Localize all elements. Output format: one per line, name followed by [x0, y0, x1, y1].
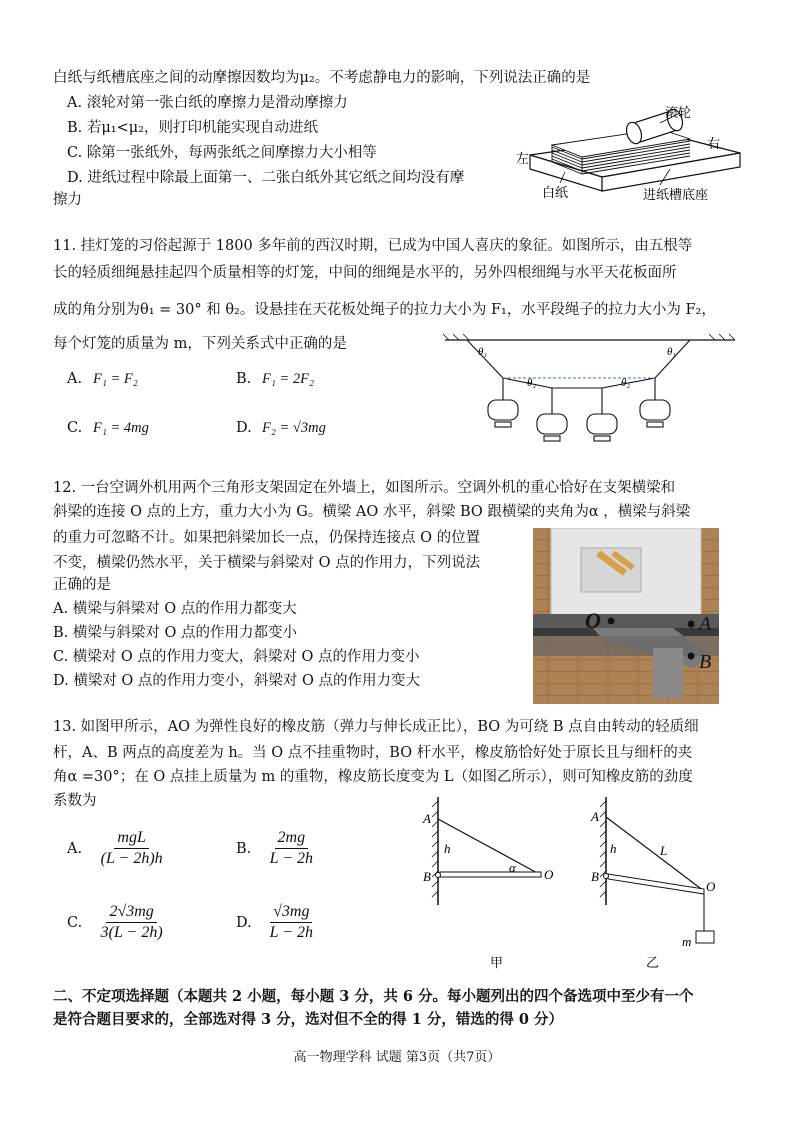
q12-option-c: C. 横梁对 O 点的作用力变大，斜梁对 O 点的作用力变小 [53, 649, 420, 665]
q13-option-b-num: 2mg [275, 828, 309, 849]
section2-heading-line-1: 二、不定项选择题（本题共 2 小题，每小题 3 分，共 6 分。每小题列出的四个备选项中至少有一个 [53, 988, 694, 1005]
q13-option-b-label: B. [236, 840, 252, 857]
photo-label-a: A [699, 613, 712, 635]
q13-option-d-label: D. [236, 914, 252, 931]
q12-line-1: 12. 一台空调外机用两个三角形支架固定在外墙上，如图所示。空调外机的重心恰好在支架横梁和 [53, 480, 676, 496]
q13-option-a-den: (L − 2h)h [100, 850, 163, 867]
yi-label-o: O [706, 879, 716, 894]
q13-option-c-label: C. [67, 914, 83, 931]
theta2-right: θ₂ [621, 377, 631, 389]
q11-option-b: B. F₁ = 2F₂ [236, 371, 315, 387]
q12-line-4: 不变，横梁仍然水平，关于横梁与斜梁对 O 点的作用力，下列说法 [53, 555, 481, 571]
q12-option-d: D. 横梁对 O 点的作用力变小，斜梁对 O 点的作用力变大 [53, 673, 421, 689]
q13-option-b-den: L − 2h [269, 850, 314, 867]
yi-caption: 乙 [646, 956, 660, 971]
q13-line-3: 角α =30°；在 O 点挂上质量为 m 的重物，橡皮筋长度变为 L（如图乙所示），则可知橡皮筋的劲度 [53, 769, 693, 785]
page-footer: 高一物理学科 试题 第3页（共7页） [293, 1050, 501, 1065]
q11-option-c: C. F₁ = 4mg [67, 420, 149, 436]
lantern-figure [435, 330, 745, 445]
jia-caption: 甲 [490, 956, 504, 971]
jia-label-alpha: α [509, 860, 516, 875]
theta1-left: θ₁ [478, 346, 488, 358]
q11-line-3: 成的角分别为θ₁ = 30° 和 θ₂。设悬挂在天花板处绳子的拉力大小为 F₁，水平段绳子的拉力大小为 F₂， [53, 302, 716, 318]
jia-label-h: h [444, 841, 451, 856]
yi-label-m: m [682, 934, 692, 949]
left-label: 左 [516, 152, 530, 167]
q10-option-d: D. 进纸过程中除最上面第一、二张白纸外其它纸之间均没有摩 [67, 170, 465, 186]
roller-label: 滚轮 [665, 106, 692, 121]
section2-heading-line-2: 是符合题目要求的，全部选对得 3 分，选对但不全的得 1 分，错选的得 0 分） [53, 1011, 564, 1028]
q12-line-3: 的重力可忽略不计。如果把斜梁加长一点，仍保持连接点 O 的位置 [53, 530, 481, 546]
q12-line-2: 斜梁的连接 O 点的上方，重力大小为 G。横梁 AO 水平，斜梁 BO 跟横梁的夹角为α ，横梁与斜梁 [53, 504, 691, 520]
yi-label-a: A [591, 809, 599, 824]
jia-label-b: B [423, 869, 431, 884]
photo-label-b: B [699, 651, 712, 673]
q12-line-5: 正确的是 [53, 577, 111, 593]
q13-option-a [67, 828, 166, 869]
q11-option-b-text: F₁ = 2F₂ [262, 371, 315, 387]
q10-intro: 白纸与纸槽底座之间的动摩擦因数均为μ₂。不考虑静电力的影响，下列说法正确的是 [53, 70, 591, 86]
q10-option-b: B. 若μ₁<μ₂，则打印机能实现自动进纸 [67, 120, 318, 136]
q13-option-b [236, 828, 316, 869]
jia-label-a: A [423, 811, 431, 826]
q13-option-d-num: √3mg [270, 902, 312, 923]
theta2-left: θ₂ [527, 377, 537, 389]
q11-option-a-text: F₁ = F₂ [93, 371, 138, 387]
q11-line-4: 每个灯笼的质量为 m，下列关系式中正确的是 [53, 336, 347, 352]
yi-label-b: B [591, 869, 599, 884]
q13-option-c [67, 902, 166, 943]
q13-option-c-den: 3(L − 2h) [100, 924, 163, 941]
q11-option-c-text: F₁ = 4mg [93, 420, 149, 436]
jia-label-o: O [544, 867, 554, 882]
paper-label: 白纸 [542, 186, 569, 201]
figure-jia [418, 795, 568, 975]
yi-label-l: L [660, 843, 668, 858]
q12-option-b: B. 横梁与斜梁对 O 点的作用力都变小 [53, 625, 297, 641]
q13-option-a-num: mgL [114, 828, 148, 849]
right-label: 右 [707, 137, 721, 152]
q12-option-a: A. 横梁与斜梁对 O 点的作用力都变大 [53, 601, 297, 617]
q13-option-a-label: A. [67, 840, 83, 857]
q11-option-a: A. F₁ = F₂ [67, 371, 138, 387]
figure-yi [588, 795, 738, 975]
ac-bracket-photo [533, 528, 719, 704]
q11-option-d: D. F₂ = √3mg [236, 420, 326, 436]
q13-option-d [236, 902, 316, 943]
q11-line-1: 11. 挂灯笼的习俗起源于 1800 多年前的西汉时期，已成为中国人喜庆的象征。如图所示，由五根等 [53, 238, 693, 254]
q13-line-2: 杆，A、B 两点的高度差为 h。当 O 点不挂重物时，BO 杆水平，橡皮筋恰好处于原长且与细杆的夹 [53, 745, 693, 761]
q10-option-d-cont: 擦力 [53, 192, 82, 208]
q10-option-a: A. 滚轮对第一张白纸的摩擦力是滑动摩擦力 [67, 95, 348, 111]
q13-line-1: 13. 如图甲所示，AO 为弹性良好的橡皮筋（弹力与伸长成正比），BO 为可绕 B 点自由转动的轻质细 [53, 719, 699, 735]
printer-paper-figure [510, 95, 750, 210]
photo-label-o: O [585, 608, 601, 633]
q13-option-d-den: L − 2h [269, 924, 314, 941]
q11-line-2: 长的轻质细绳悬挂起四个质量相等的灯笼，中间的细绳是水平的，另外四根细绳与水平天花板面所 [53, 265, 677, 281]
q13-option-c-num: 2√3mg [106, 902, 156, 923]
q10-option-c: C. 除第一张纸外，每两张纸之间摩擦力大小相等 [67, 145, 377, 161]
q11-option-d-text: F₂ = √3mg [262, 420, 326, 436]
base-label: 进纸槽底座 [643, 188, 709, 203]
yi-label-h: h [610, 841, 617, 856]
q13-line-4: 系数为 [53, 793, 97, 809]
theta1-right: θ₁ [667, 346, 677, 358]
